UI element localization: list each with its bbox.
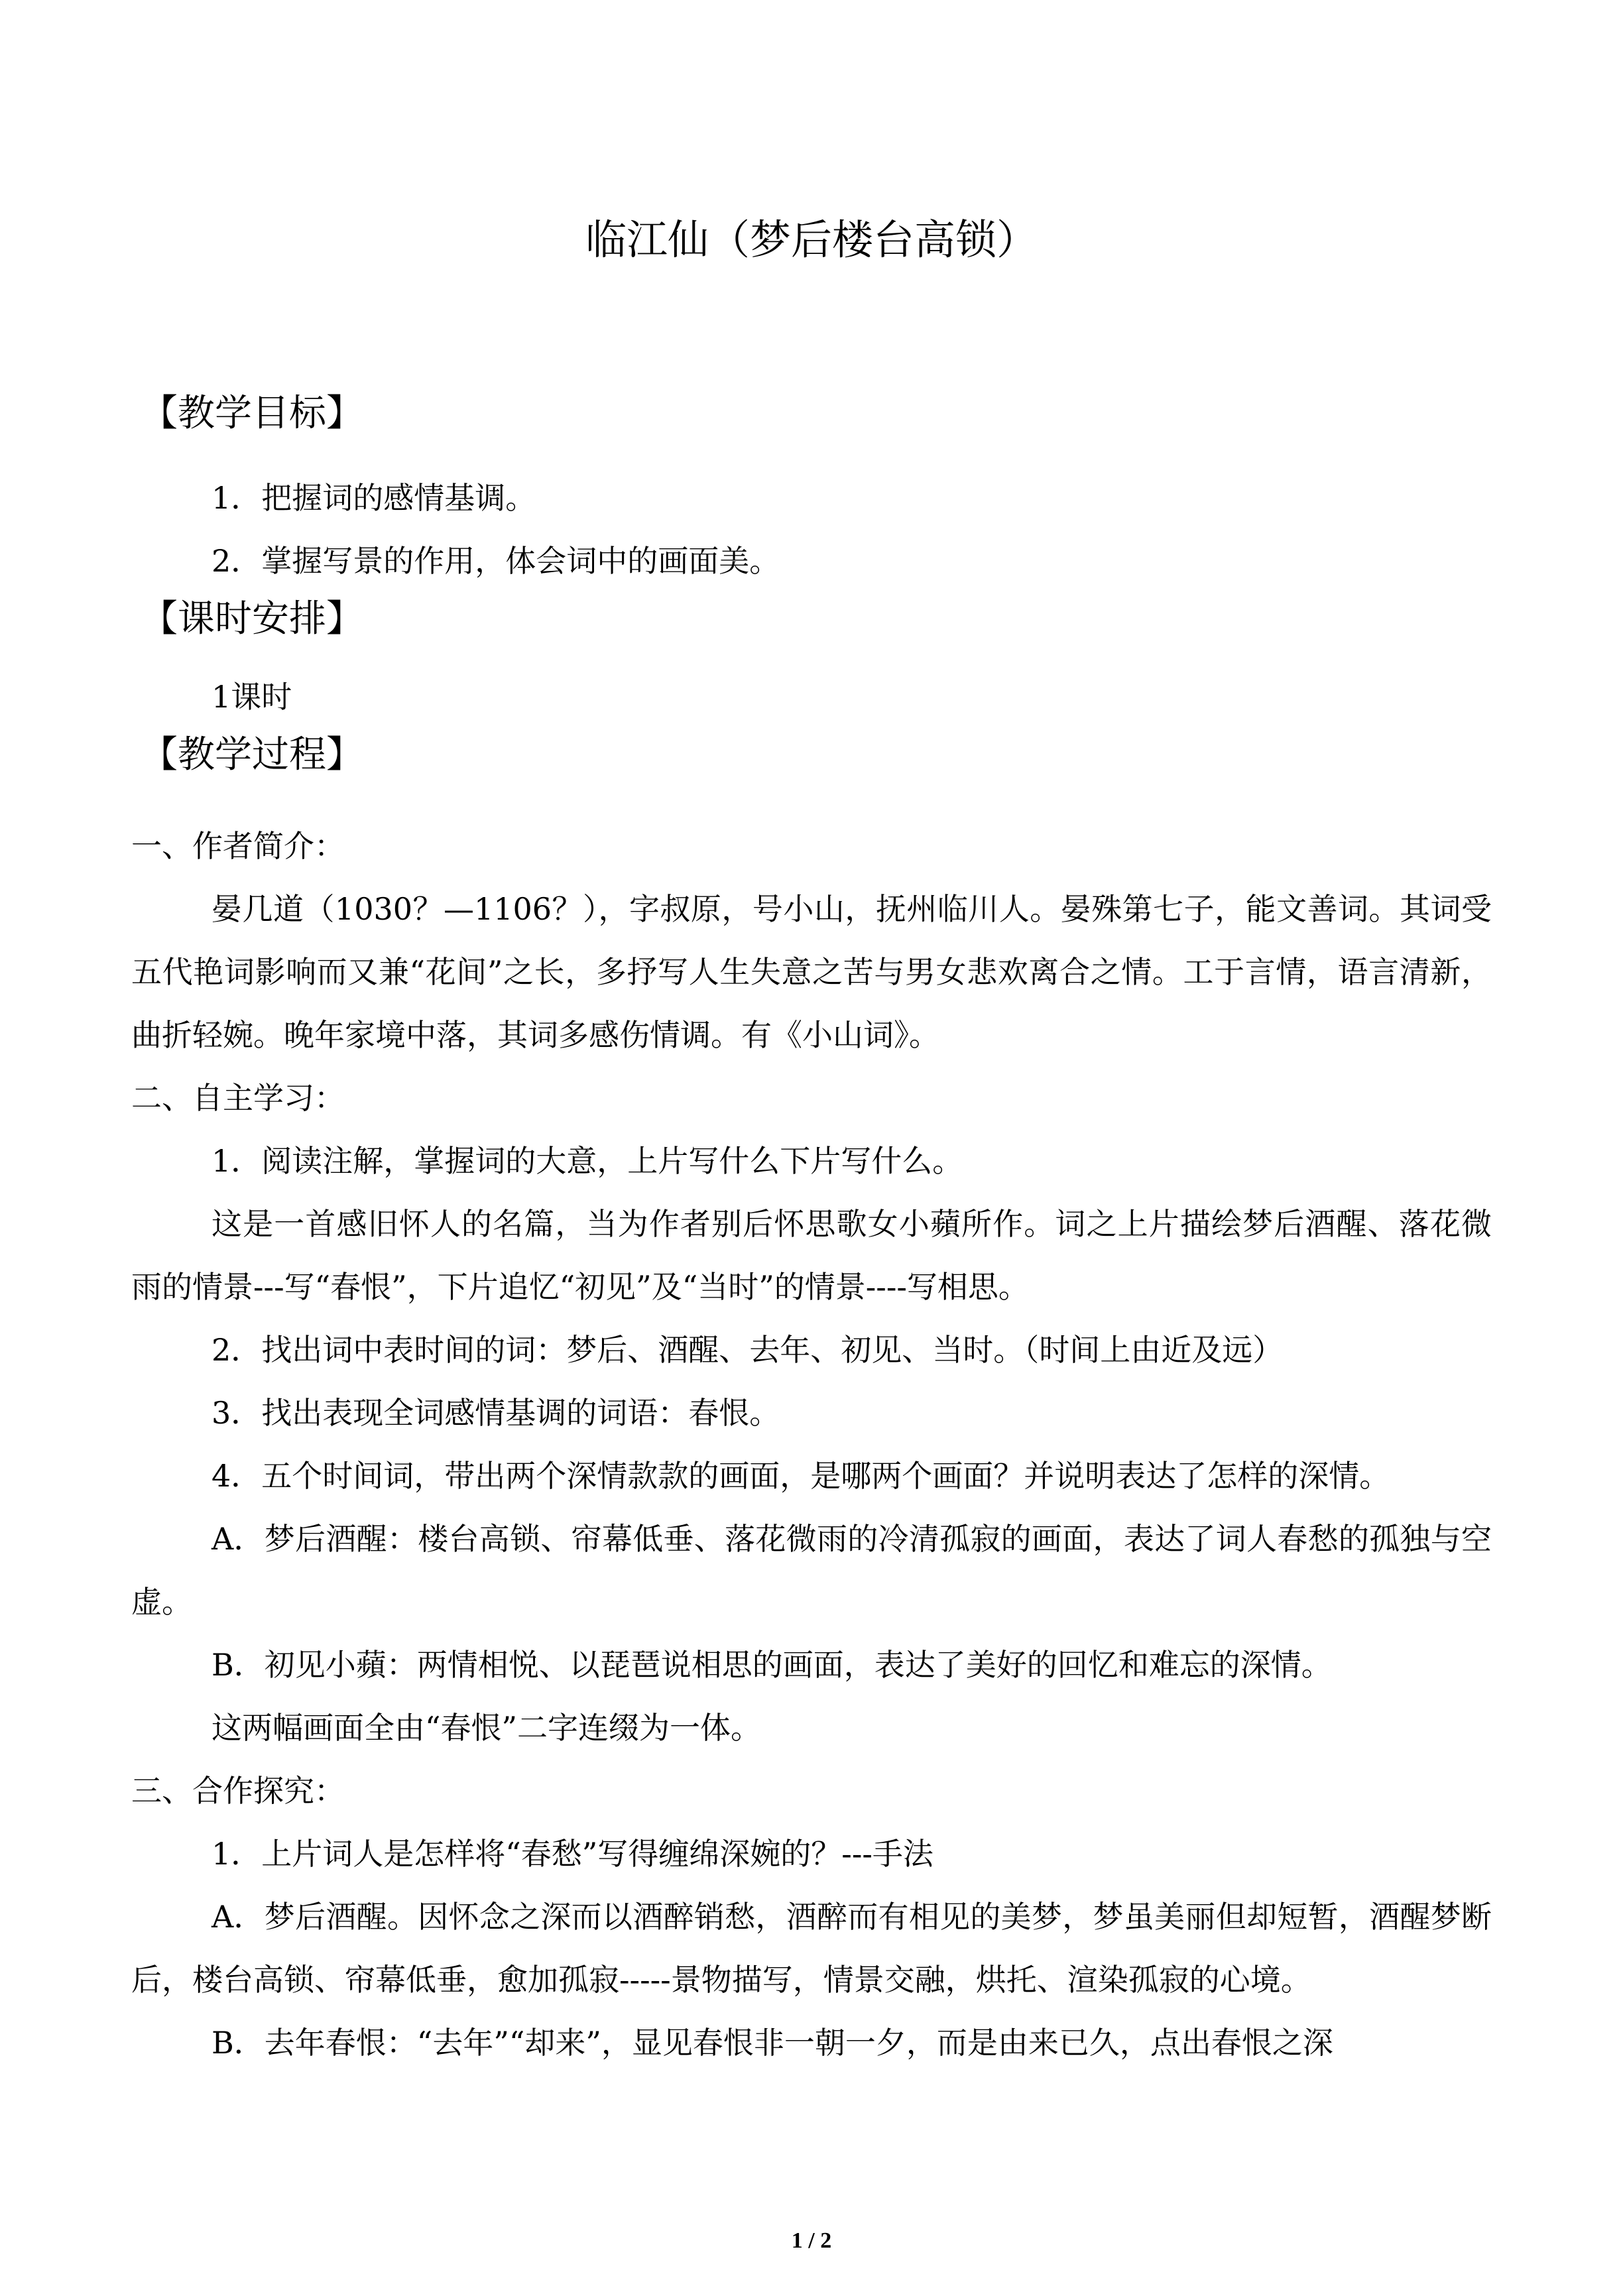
self-study-answer-4a: A．梦后酒醒：楼台高锁、帘幕低垂、落花微雨的冷清孤寂的画面，表达了词人春愁的孤独与空虚。 xyxy=(131,1521,1492,1620)
self-study-answer-4c: 这两幅画面全由“春恨”二字连缀为一体。 xyxy=(211,1710,762,1746)
author-intro-paragraph: 晏几道（1030？—1106？），字叔原，号小山，抚州临川人。晏殊第七子，能文善词。其词受五代艳词影响而又兼“花间”之长，多抒写人生失意之苦与男女悲欢离合之情。工于言情，语言清新，曲折轻婉。晚年家境中落，其词多感伤情调。有《小山词》。 xyxy=(131,891,1492,1053)
cooperative-question-1: 1．上片词人是怎样将“春愁”写得缠绵深婉的？---手法 xyxy=(211,1836,933,1872)
self-study-question-1: 1．阅读注解，掌握词的大意，上片写什么下片写什么。 xyxy=(211,1143,963,1179)
schedule-text: 1课时 xyxy=(211,679,292,715)
section-heading-goals: 【教学目标】 xyxy=(141,392,363,435)
section-heading-process: 【教学过程】 xyxy=(141,733,363,776)
document-title: 临江仙（梦后楼台高锁） xyxy=(585,215,1038,264)
self-study-question-2: 2．找出词中表时间的词：梦后、酒醒、去年、初见、当时。（时间上由近及远） xyxy=(211,1332,1284,1368)
goal-item-1: 1．把握词的感情基调。 xyxy=(211,480,536,516)
cooperative-answer-1a: A．梦后酒醒。因怀念之深而以酒醉销愁，酒醉而有相见的美梦，梦虽美丽但却短暂，酒醒梦断后，楼台高锁、帘幕低垂，愈加孤寂-----景物描写，情景交融，烘托、渲染孤寂的心境。 xyxy=(131,1899,1492,1998)
goal-item-2: 2．掌握写景的作用，体会词中的画面美。 xyxy=(211,543,780,579)
part-title-cooperative: 三、合作探究： xyxy=(131,1773,345,1809)
page-number: 1 / 2 xyxy=(791,2228,832,2253)
self-study-answer-4b: B．初见小蘋：两情相悦、以琵琶说相思的画面，表达了美好的回忆和难忘的深情。 xyxy=(211,1647,1332,1683)
part-title-self-study: 二、自主学习： xyxy=(131,1080,345,1116)
cooperative-answer-1b: B．去年春恨：“去年”“却来”，显见春恨非一朝一夕，而是由来已久，点出春恨之深 xyxy=(211,2025,1333,2061)
section-heading-schedule: 【课时安排】 xyxy=(141,597,363,640)
document-body xyxy=(131,387,1492,2075)
part-title-author: 一、作者简介： xyxy=(131,828,345,864)
self-study-answer-1: 这是一首感旧怀人的名篇，当为作者别后怀思歌女小蘋所作。词之上片描绘梦后酒醒、落花微雨的情景---写“春恨”，下片追忆“初见”及“当时”的情景----写相思。 xyxy=(131,1206,1492,1305)
self-study-question-3: 3．找出表现全词感情基调的词语：春恨。 xyxy=(211,1395,780,1431)
self-study-question-4: 4．五个时间词，带出两个深情款款的画面，是哪两个画面？并说明表达了怎样的深情。 xyxy=(211,1458,1390,1494)
